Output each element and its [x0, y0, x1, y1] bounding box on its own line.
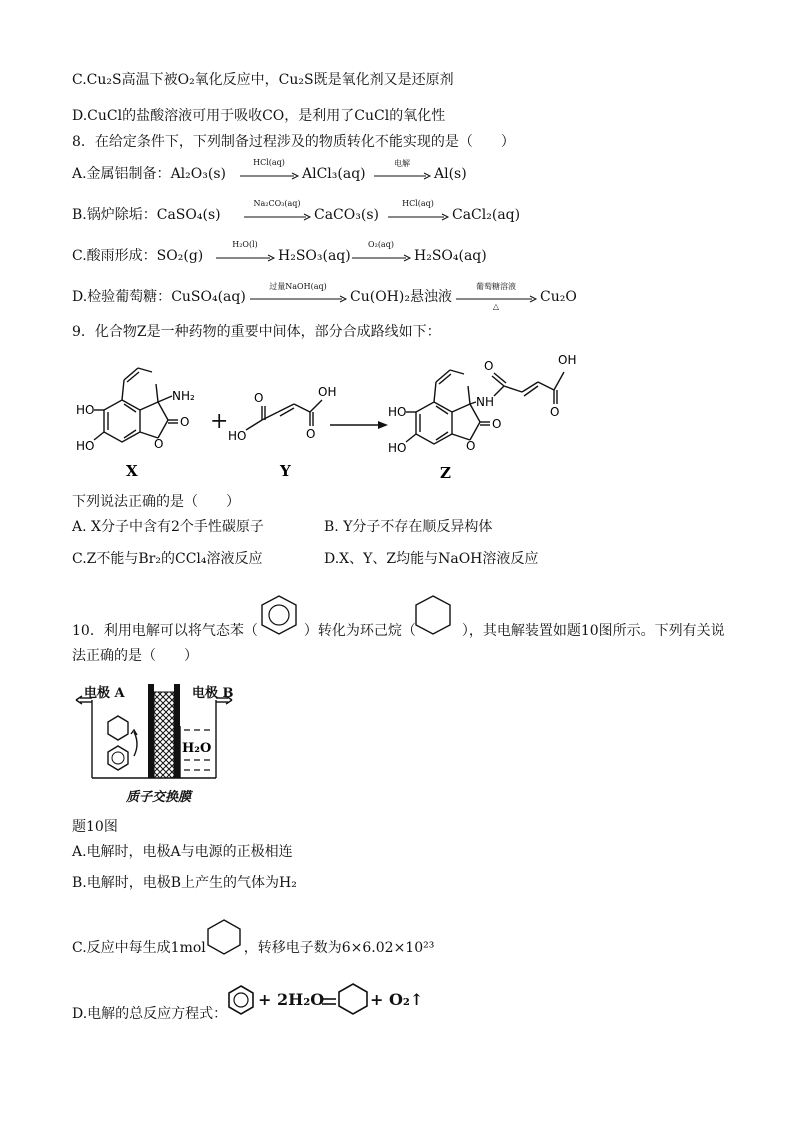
label-x: X	[126, 462, 138, 480]
molecule-z-structure	[384, 350, 594, 484]
q8a-cond2: 电解	[394, 159, 410, 168]
q8a-s2: AlCl₃(aq)	[302, 166, 366, 182]
y-o-right: O	[306, 427, 316, 441]
q8c-prefix: C.酸雨形成：	[72, 248, 157, 264]
molecule-x-structure	[72, 352, 212, 482]
q8c-arrow2	[352, 254, 412, 262]
q8c-cond2: O₂(aq)	[368, 240, 394, 249]
q8b-s3: CaCl₂(aq)	[452, 207, 521, 223]
q10-stem-line2: 法正确的是（ ）	[72, 648, 198, 664]
q8d-arrow1	[250, 295, 348, 303]
q10-caption: 题10图	[72, 819, 118, 835]
q10-stem-a: 10．利用电解可以将气态苯（	[72, 623, 258, 639]
benzene-icon	[226, 984, 256, 1016]
z-acid-o: O	[550, 405, 560, 419]
q10c-text-a: C.反应中每生成1mol	[72, 940, 206, 956]
q9-prompt: 下列说法正确的是（ ）	[72, 494, 240, 510]
q9-option-a: A. X分子中含有2个手性碳原子	[72, 519, 264, 535]
y-ho: HO	[228, 429, 247, 443]
q7-option-c: C.Cu₂S高温下被O₂氧化反应中，Cu₂S既是氧化剂又是还原剂	[72, 72, 454, 88]
q10c-text-b: ，转移电子数为6×6.02×10²³	[243, 940, 435, 956]
z-carbonyl-o: O	[492, 417, 502, 431]
q10-stem-b: ）转化为环己烷（	[303, 623, 416, 639]
y-o-left: O	[254, 391, 264, 405]
electrode-a-label: 电极 A	[84, 686, 125, 701]
q9-option-b: B. Y分子不存在顺反异构体	[324, 519, 493, 535]
q8-option-b	[72, 205, 221, 225]
q8b-cond2: HCl(aq)	[402, 199, 434, 208]
cyclohexane-icon	[336, 982, 370, 1016]
z-ho-bottom: HO	[388, 441, 407, 455]
eq-plus-oxygen: + O₂↑	[370, 990, 424, 1009]
q8-option-d	[72, 287, 246, 307]
q8d-s3: Cu₂O	[540, 289, 577, 305]
q7-option-d: D.CuCl的盐酸溶液可用于吸收CO，是利用了CuCl的氧化性	[72, 108, 446, 124]
q8-stem: 8．在给定条件下，下列制备过程涉及的物质转化不能实现的是（ ）	[72, 134, 515, 150]
q8d-cond2-heat: △	[492, 302, 500, 311]
q9-option-c: C.Z不能与Br₂的CCl₄溶液反应	[72, 551, 263, 567]
benzene-icon	[258, 592, 300, 638]
q8a-s3: Al(s)	[434, 166, 467, 182]
q10-option-a: A.电解时，电极A与电源的正极相连	[72, 844, 293, 860]
q8a-arrow2	[374, 172, 432, 180]
electrode-b-label: 电极 B	[192, 686, 234, 701]
q10-option-b: B.电解时，电极B上产生的气体为H₂	[72, 875, 297, 891]
z-oh: OH	[558, 353, 577, 367]
q10-option-d: D.电解的总反应方程式：	[72, 1006, 228, 1022]
z-ho-top: HO	[388, 405, 407, 419]
q8b-cond1: Na₂CO₃(aq)	[253, 199, 301, 208]
q9-stem: 9．化合物Z是一种药物的重要中间体，部分合成路线如下：	[72, 324, 441, 340]
q10-option-c	[72, 938, 434, 958]
q8c-s2: H₂SO₃(aq)	[278, 248, 351, 264]
x-carbonyl-o: O	[180, 415, 190, 429]
q8a-prefix: A.金属铝制备：	[72, 166, 171, 182]
q8d-cond2: 葡萄糖溶液	[476, 282, 516, 291]
reaction-arrow	[330, 420, 390, 430]
q8c-s3: H₂SO₄(aq)	[414, 248, 487, 264]
q8b-arrow1	[244, 213, 312, 221]
equals-sign	[322, 998, 336, 1006]
eq-plus-water: + 2H₂O	[258, 990, 325, 1009]
q8d-prefix: D.检验葡萄糖：	[72, 289, 172, 305]
q8d-s1: CuSO₄(aq)	[171, 289, 246, 305]
q8a-s1: Al₂O₃(s)	[170, 166, 226, 182]
water-label: H₂O	[182, 741, 212, 756]
q8c-arrow1	[216, 254, 276, 262]
q8a-arrow1	[240, 172, 300, 180]
membrane-label: 质子交换膜	[126, 790, 192, 805]
q8b-prefix: B.锅炉除垢：	[72, 207, 157, 223]
q8-option-c	[72, 246, 203, 266]
cyclohexane-icon	[204, 916, 244, 956]
q10-stem-c: ），其电解装置如题10图所示。下列有关说	[461, 623, 725, 639]
q8-option-a	[72, 164, 226, 184]
cyclohexane-icon	[412, 592, 454, 638]
x-nh2: NH₂	[172, 389, 195, 403]
q8d-cond1: 过量NaOH(aq)	[269, 282, 327, 291]
x-ho-bottom: HO	[76, 439, 95, 453]
x-ho-top: HO	[76, 403, 95, 417]
q8b-s2: CaCO₃(s)	[314, 207, 379, 223]
z-amide-o: O	[484, 359, 494, 373]
molecule-y-structure	[228, 380, 342, 482]
q8b-arrow2	[388, 213, 450, 221]
plus-sign: +	[210, 409, 229, 434]
x-ring-o: O	[154, 437, 164, 451]
q10-stem-line1	[72, 621, 725, 641]
q8c-cond1: H₂O(l)	[232, 240, 258, 249]
q8d-s2: Cu(OH)₂悬浊液	[350, 289, 452, 305]
q9-option-d: D.X、Y、Z均能与NaOH溶液反应	[324, 551, 539, 567]
q8c-s1: SO₂(g)	[156, 248, 204, 264]
label-y: Y	[280, 462, 291, 480]
z-nh: NH	[476, 395, 494, 409]
z-ring-o: O	[466, 439, 476, 453]
label-z: Z	[440, 464, 451, 482]
y-oh: OH	[318, 385, 337, 399]
q8b-s1: CaSO₄(s)	[156, 207, 221, 223]
q8a-cond1: HCl(aq)	[253, 158, 285, 167]
